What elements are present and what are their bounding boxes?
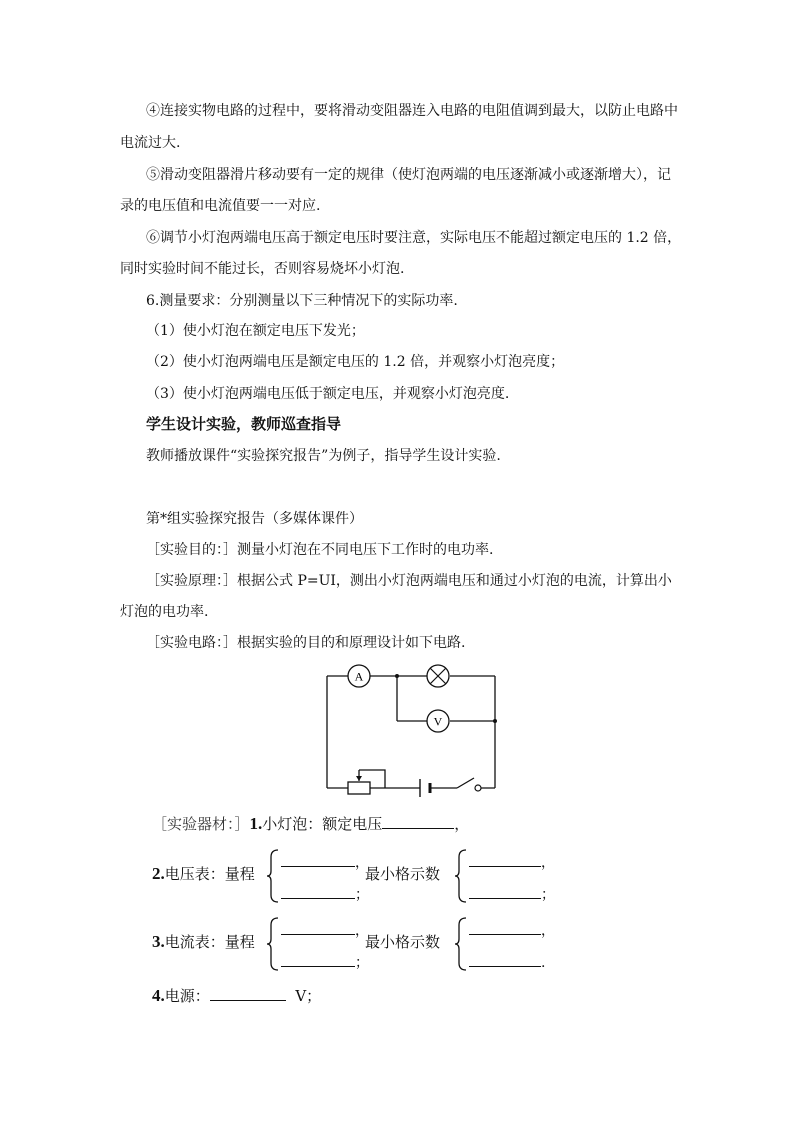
power-supply-blank[interactable] bbox=[210, 986, 286, 1001]
ammeter-range-row2 bbox=[281, 952, 369, 973]
report-title: 第*组实验探究报告（多媒体课件） bbox=[146, 511, 363, 527]
rated-voltage-blank[interactable] bbox=[382, 814, 454, 829]
svg-text:A: A bbox=[354, 669, 364, 684]
voltmeter-range-row2 bbox=[281, 884, 369, 905]
item-1-end: ， bbox=[454, 815, 470, 833]
equipment-label: ［实验器材：］ bbox=[152, 815, 250, 833]
brace-left-icon bbox=[266, 849, 280, 903]
voltmeter-min-blank-2[interactable] bbox=[469, 884, 541, 899]
brace-left-icon bbox=[266, 917, 280, 971]
ammeter-min-blank-1[interactable] bbox=[469, 920, 541, 935]
brace-left-icon bbox=[454, 917, 468, 971]
ammeter-range-row1 bbox=[281, 920, 369, 941]
item-1-text: 小灯泡：额定电压 bbox=[262, 815, 383, 833]
equipment-item-2 bbox=[152, 864, 255, 884]
requirements-heading: 6.测量要求：分别测量以下三种情况下的实际功率. bbox=[146, 293, 458, 309]
item-3-min-label: 最小格示数 bbox=[365, 933, 441, 951]
voltmeter-range-row1 bbox=[281, 852, 369, 873]
item-4-unit: V； bbox=[295, 987, 322, 1005]
semicolon: ； bbox=[355, 887, 369, 903]
item-3-text: 电流表：量程 bbox=[164, 933, 255, 951]
report-purpose: ［实验目的：］测量小灯泡在不同电压下工作时的电功率. bbox=[146, 542, 494, 558]
note-4-line1: ④连接实物电路的过程中，要将滑动变阻器连入电路的电阻值调到最大，以防止电路中 bbox=[146, 103, 678, 119]
comma: ， bbox=[355, 855, 369, 871]
voltmeter-min-row2 bbox=[469, 884, 555, 905]
comma: ， bbox=[355, 923, 369, 939]
item-1-number: 1. bbox=[249, 814, 263, 833]
period: . bbox=[541, 955, 546, 971]
voltmeter-min-blank-1[interactable] bbox=[469, 852, 541, 867]
voltmeter-range-blank-1[interactable] bbox=[281, 852, 355, 867]
report-principle-line1: ［实验原理：］根据公式 P=UI，测出小灯泡两端电压和通过小灯泡的电流，计算出小 bbox=[146, 573, 672, 589]
ammeter-min-row1 bbox=[469, 920, 555, 941]
ammeter-min-row2 bbox=[469, 952, 545, 973]
svg-text:V: V bbox=[433, 714, 443, 729]
report-principle-line2: 灯泡的电功率. bbox=[120, 604, 209, 620]
equipment-item-1 bbox=[152, 814, 469, 834]
note-6-line2: 同时实验时间不能过长，否则容易烧坏小灯泡. bbox=[120, 261, 405, 277]
item-3-number: 3. bbox=[152, 932, 165, 951]
item-2-text: 电压表：量程 bbox=[164, 865, 255, 883]
circuit-diagram bbox=[320, 660, 510, 800]
design-heading: 学生设计实验，教师巡查指导 bbox=[146, 415, 342, 433]
design-text: 教师播放课件“实验探究报告”为例子，指导学生设计实验. bbox=[146, 448, 501, 464]
item-4-number: 4. bbox=[152, 986, 165, 1005]
comma: ， bbox=[541, 923, 555, 939]
ammeter-min-blank-2[interactable] bbox=[469, 952, 541, 967]
item-2-number: 2. bbox=[152, 864, 165, 883]
voltmeter-min-row1 bbox=[469, 852, 555, 873]
ammeter-range-blank-1[interactable] bbox=[281, 920, 355, 935]
ammeter-symbol bbox=[348, 665, 370, 687]
report-circuit: ［实验电路：］根据实验的目的和原理设计如下电路. bbox=[146, 635, 466, 651]
item-4-text: 电源： bbox=[164, 987, 210, 1005]
requirement-item-2: （2）使小灯泡两端电压是额定电压的 1.2 倍，并观察小灯泡亮度； bbox=[146, 354, 565, 370]
brace-left-icon bbox=[454, 849, 468, 903]
note-5-line2: 录的电压值和电流值要一一对应. bbox=[120, 198, 321, 214]
note-6-line1: ⑥调节小灯泡两端电压高于额定电压时要注意，实际电压不能超过额定电压的 1.2 倍， bbox=[146, 230, 682, 246]
semicolon: ； bbox=[541, 887, 555, 903]
note-4-line2: 电流过大. bbox=[120, 135, 181, 151]
equipment-item-3 bbox=[152, 932, 255, 952]
comma: ， bbox=[541, 855, 555, 871]
voltmeter-symbol bbox=[427, 710, 449, 732]
equipment-item-4 bbox=[152, 986, 321, 1006]
ammeter-range-blank-2[interactable] bbox=[281, 952, 355, 967]
semicolon: ； bbox=[355, 955, 369, 971]
requirement-item-3: （3）使小灯泡两端电压低于额定电压，并观察小灯泡亮度. bbox=[146, 386, 510, 402]
voltmeter-range-blank-2[interactable] bbox=[281, 884, 355, 899]
item-2-min-label: 最小格示数 bbox=[365, 865, 441, 883]
lamp-symbol bbox=[427, 665, 449, 687]
requirement-item-1: （1）使小灯泡在额定电压下发光； bbox=[146, 323, 365, 339]
note-5-line1: ⑤滑动变阻器滑片移动要有一定的规律（使灯泡两端的电压逐渐减小或逐渐增大），记 bbox=[146, 167, 671, 183]
